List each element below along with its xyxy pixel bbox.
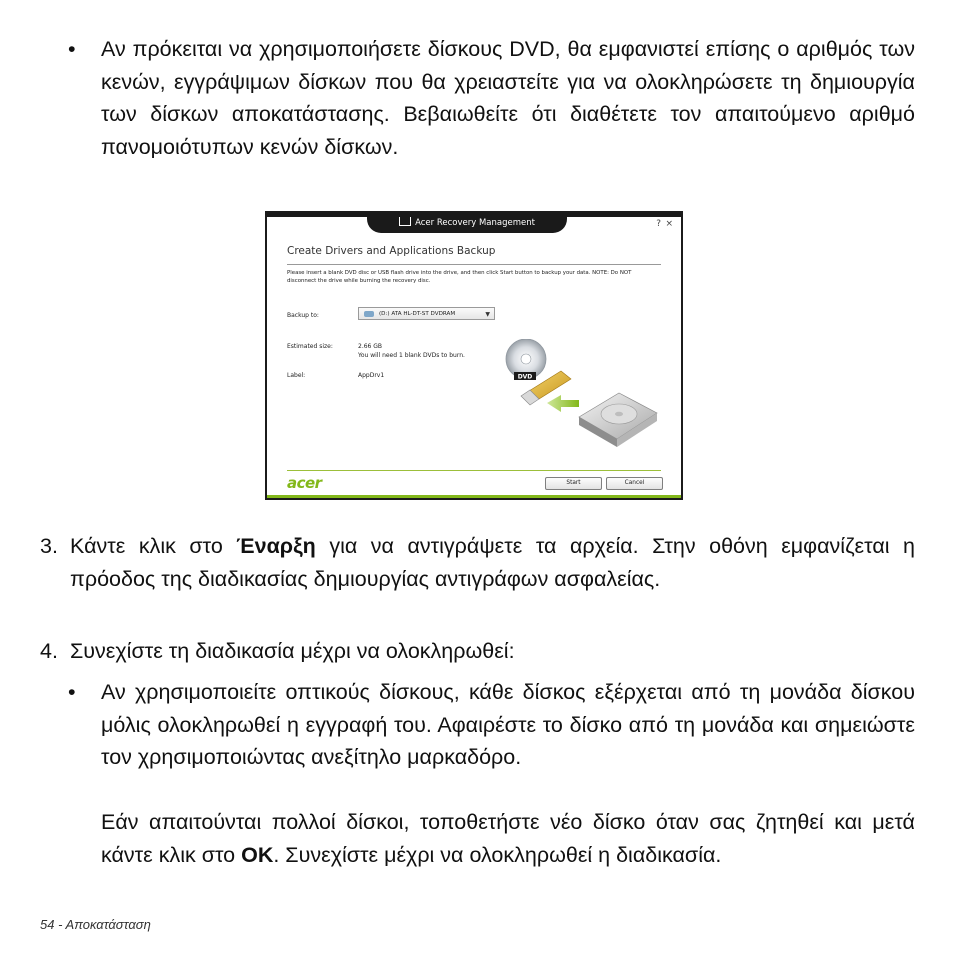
step-number: 4. — [40, 639, 58, 663]
recovery-management-screenshot — [265, 211, 683, 500]
label-label: Label: — [287, 372, 306, 379]
close-icon[interactable]: × — [665, 219, 673, 229]
green-arrow-icon — [547, 395, 579, 412]
step3-text — [70, 530, 915, 595]
backup-to-label: Backup to: — [287, 312, 319, 319]
window-title: Acer Recovery Management — [415, 218, 535, 228]
footer-divider — [287, 470, 661, 471]
dvd-badge: DVD — [517, 373, 533, 381]
help-icon[interactable]: ? — [656, 219, 661, 229]
step4-bullet-second-end: . Συνεχίστε μέχρι να ολοκληρωθεί η διαδικασία. — [273, 842, 722, 867]
heading-divider — [287, 264, 661, 265]
label-value: AppDrv1 — [358, 372, 385, 379]
step4-text: Συνεχίστε τη διαδικασία μέχρι να ολοκληρωθεί: — [70, 639, 515, 663]
chevron-down-icon: ▼ — [485, 311, 490, 318]
page-footer: 54 - Αποκατάσταση — [40, 917, 151, 932]
backup-illustration — [499, 339, 659, 449]
estimated-size-label: Estimated size: — [287, 343, 333, 350]
bullet-marker: • — [68, 37, 76, 61]
instructions-text: Please insert a blank DVD disc or USB flash drive into the drive, and then click Start button to backup your data. NOTE: Do NOT disconnect the drive while burning the recovery disc. — [287, 270, 632, 284]
backup-drive-select[interactable] — [358, 307, 495, 320]
estimated-size-note: You will need 1 blank DVDs to burn. — [358, 352, 465, 359]
step4-bullet-second-start: Εάν απαιτούνται πολλοί δίσκοι, τοποθετήστε νέο δίσκο όταν σας ζητηθεί και μετά κάντε κλικ στο — [101, 810, 915, 867]
acer-logo: acer — [287, 474, 322, 492]
drive-icon — [364, 311, 374, 317]
step-number: 3. — [40, 534, 58, 558]
window-title-bar — [367, 213, 567, 233]
step4-bullet-second-text — [101, 806, 915, 871]
step3-text-start: Κάντε κλικ στο — [70, 534, 237, 558]
start-keyword: Έναρξη — [236, 534, 316, 558]
recovery-icon — [399, 217, 411, 226]
ok-keyword: OK — [241, 842, 274, 867]
backup-drive-value: (D:) ATA HL-DT-ST DVDRAM — [379, 311, 456, 317]
bullet-marker: • — [68, 680, 76, 704]
window-frame-accent — [267, 495, 681, 498]
step4-bullet-text: Αν χρησιμοποιείτε οπτικούς δίσκους, κάθε δίσκος εξέρχεται από τη μονάδα δίσκου μόλις ολοκληρωθεί η εγγραφή του. Αφαιρέστε το δίσκο από τη μονάδα και σημειώστε τον χρησιμοποιώντας ανεξίτηλο μαρκαδόρο. — [101, 680, 915, 769]
step3-text-end: για να αντιγράψετε τα αρχεία. Στην οθόνη εμφανίζεται η πρόοδος της διαδικασίας δημιουργίας αντιγράφων ασφαλείας. — [70, 534, 915, 591]
estimated-size-value: 2.66 GB — [358, 343, 383, 350]
cancel-button[interactable]: Cancel — [606, 477, 663, 490]
window-heading: Create Drivers and Applications Backup — [287, 245, 496, 257]
intro-bullet-text: Αν πρόκειται να χρησιμοποιήσετε δίσκους DVD, θα εμφανιστεί επίσης ο αριθμός των κενών, εγγράψιμων δίσκων που θα χρειαστείτε για να ολοκληρώσετε τη δημιουργία των δίσκων αποκατάστασης. Βεβαιωθείτε ότι διαθέτετε τον απαιτούμενο αριθμό πανομοιότυπων κενών δίσκων. — [101, 37, 915, 159]
hard-drive-icon — [579, 393, 657, 447]
start-button[interactable]: Start — [545, 477, 602, 490]
